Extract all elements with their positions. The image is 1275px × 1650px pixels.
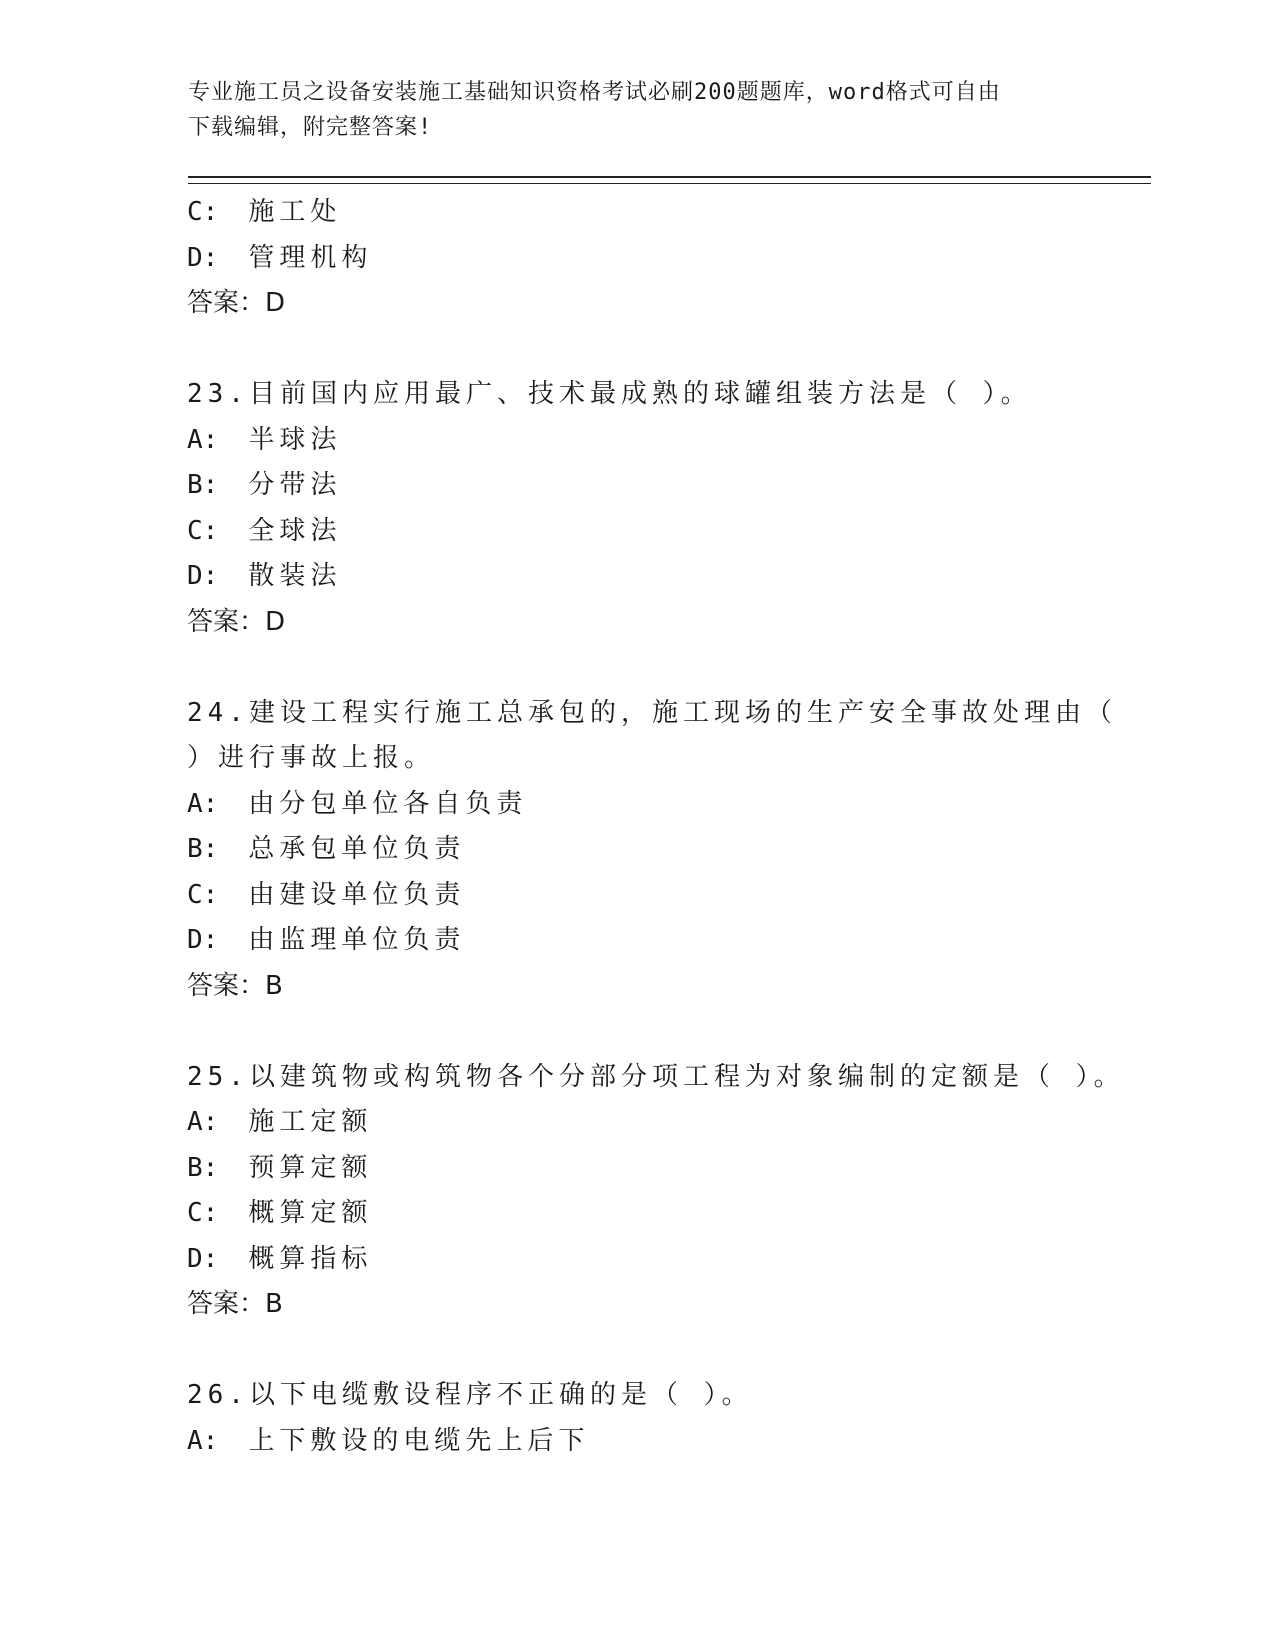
option-b: B: 预算定额 [187, 1152, 373, 1183]
option-text: 由监理单位负责 [248, 925, 466, 955]
option-text: 施工处 [248, 197, 342, 227]
option-b: B: 分带法 [187, 470, 342, 500]
answer-line: 答案：D [187, 606, 286, 637]
option-text: 半球法 [248, 424, 342, 455]
header-line-1: 专业施工员之设备安装施工基础知识资格考试必刷200题题库，word格式可自由 [188, 80, 1001, 105]
answer-line: 答案：B [187, 970, 283, 1001]
header-rule-thick [188, 176, 1151, 178]
option-text: 由分包单位各自负责 [248, 788, 528, 819]
option-c: C: 由建设单位负责 [187, 879, 466, 910]
option-text: 散装法 [248, 561, 342, 591]
answer-line: 答案：D [187, 288, 286, 318]
option-b: B: 总承包单位负责 [187, 834, 466, 864]
question-stem-continuation: ）进行事故上报。 [187, 743, 436, 773]
option-text: 概算定额 [248, 1198, 373, 1228]
option-text: 总承包单位负责 [248, 834, 466, 864]
option-text: 施工定额 [248, 1107, 373, 1137]
option-text: 管理机构 [248, 242, 373, 273]
question-stem: 25.以建筑物或构筑物各个分部分项工程为对象编制的定额是（ ）。 [187, 1061, 1125, 1092]
option-d: D: 散装法 [187, 561, 342, 591]
option-text: 分带法 [248, 470, 342, 500]
option-a: A: 由分包单位各自负责 [187, 788, 528, 819]
option-a: A: 上下敷设的电缆先上后下 [187, 1425, 590, 1456]
option-d: D: 概算指标 [187, 1243, 373, 1274]
option-a: A: 施工定额 [187, 1107, 373, 1137]
option-c: C: 概算定额 [187, 1198, 373, 1228]
header-rule-thin [188, 183, 1151, 184]
option-a: A: 半球法 [187, 424, 342, 455]
question-stem: 26.以下电缆敷设程序不正确的是（ ）。 [187, 1380, 753, 1410]
question-stem: 24.建设工程实行施工总承包的，施工现场的生产安全事故处理由（ [187, 697, 1117, 728]
option-text: 全球法 [248, 515, 342, 546]
option-d: D: 管理机构 [187, 242, 373, 273]
option-c: C: 施工处 [187, 197, 342, 227]
option-text: 预算定额 [248, 1152, 373, 1183]
option-text: 由建设单位负责 [248, 879, 466, 910]
question-stem: 23.目前国内应用最广、技术最成熟的球罐组装方法是（ ）。 [187, 379, 1032, 409]
option-text: 概算指标 [248, 1243, 373, 1274]
option-text: 上下敷设的电缆先上后下 [248, 1425, 590, 1456]
option-d: D: 由监理单位负责 [187, 925, 466, 955]
question-list [187, 190, 1125, 1464]
header-line-2: 下载编辑，附完整答案! [188, 115, 433, 140]
document-header [188, 75, 1088, 145]
answer-line: 答案：B [187, 1289, 283, 1319]
option-c: C: 全球法 [187, 515, 342, 546]
